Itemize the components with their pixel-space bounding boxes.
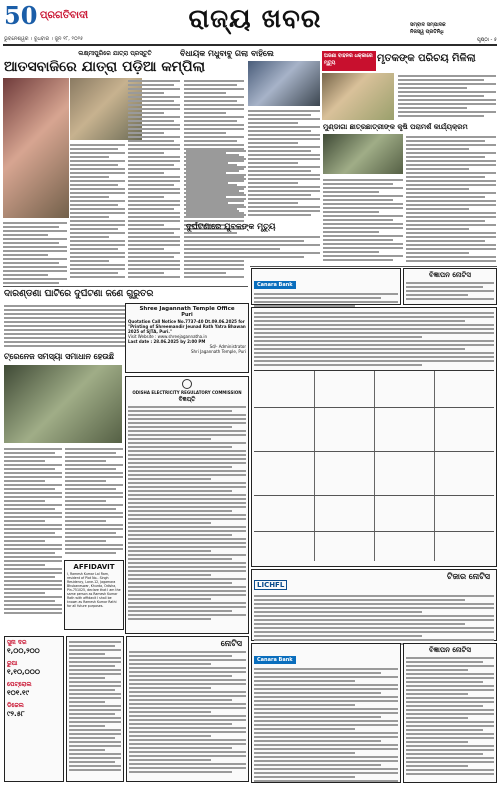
oerc-emblem-icon (182, 379, 192, 389)
story4-text-2 (323, 177, 403, 265)
section-title: ରାଜ୍ୟ ଖବର (188, 4, 322, 34)
ticker-label-4: ଡିଜେଲ (7, 702, 24, 709)
story2-text-b (186, 148, 246, 220)
story3-red-label (322, 51, 376, 71)
legal-notice-1 (251, 307, 497, 567)
story7-headline: ଟ୍ରେନେଜ ସମସ୍ୟା ସମାଧାନ ହେଉଛି (4, 352, 115, 361)
table-row-line-4 (254, 531, 494, 532)
temple-place: Puri (181, 312, 193, 318)
story4-headline: ମୁଣ୍ଡାଗା ଛାତ୍ରଛାତ୍ରୀଙ୍କ କୃଷି ପରାମର୍ଶ କାର୍ଯ୍ୟକ୍ରମ (323, 123, 468, 131)
ticker-value-3: ୧୦୧.୧୯ (7, 689, 30, 697)
ticker-value-4: ୯୨.୫୮ (7, 710, 25, 718)
legal-table (254, 370, 494, 560)
section-rule-1 (3, 286, 248, 287)
date-line: ଭୁବନେଶ୍ୱର । ବୁଧବାର । ଜୁନ ୧୮, ୨୦୨୫ (4, 36, 84, 42)
story4-photo (323, 134, 403, 174)
notice-box-1 (403, 268, 497, 305)
table-row-line-1 (254, 407, 494, 408)
ticker-label-2: ରୁପା (7, 660, 18, 667)
temple-body: Quotation Call Notice No.7737-40 Dt.09.06.2025 for "Printing of Shreemandir Jeunad Rath Yatra Bhawan 2025 of SJTA, Puri." (128, 319, 246, 334)
story3-headline: ମୃତକଙ୍କ ପରିଚୟ ମିଳିଲା (377, 53, 476, 64)
lic-logo: LICHFL (254, 580, 287, 590)
canara-notice-2 (251, 643, 401, 783)
table-row-line-3 (254, 495, 494, 496)
temple-sign1: Sd/- Administrator (209, 344, 246, 349)
canara-logo: Canara Bank (254, 281, 296, 289)
story2-headline: ବିଧାୟକ ମଧୁବାବୁ ଗଲା ବାହିଲେ (180, 49, 274, 58)
oerc-sub: ବିଜ୍ଞପ୍ତି (178, 396, 196, 403)
section-rule-2 (250, 266, 497, 267)
masthead-rule (3, 44, 497, 46)
market-ticker (4, 636, 64, 782)
notice-small-title: ନୋଟିସ (220, 639, 242, 648)
notice-title-3: ଟିଜାର ନୋଟିସ (447, 572, 490, 581)
small-notice-2-body (129, 649, 246, 777)
story3-text-1 (398, 73, 496, 119)
story2-text (248, 108, 320, 220)
logo-years: 50 (4, 1, 38, 30)
story2-photo (248, 61, 320, 106)
masthead (0, 0, 500, 50)
notice-1-body (406, 280, 494, 302)
ticker-value-1: ୧,୦୦,୨୦୦ (7, 647, 40, 655)
affidavit-box (64, 560, 124, 630)
notice-box-2 (403, 643, 497, 783)
story1-headline: ଆତସବାଜିରେ ଯାତ୍ରା ପଡ଼ିଆ କମ୍ପିଲା (4, 59, 206, 75)
story1-photo (3, 78, 69, 218)
story7-text-2 (65, 446, 123, 556)
lic-notice (251, 569, 497, 641)
table-divider-3 (434, 371, 435, 561)
temple-sign2: Shri Jagannath Temple, Puri (190, 349, 246, 354)
temple-notice (125, 303, 249, 373)
story1-kicker-text: ଲକ୍ଷ୍ମୀପୁରିରେ ଯାତ୍ରା ପ୍ରସ୍ତୁତି (78, 50, 152, 57)
oerc-notice (125, 376, 249, 634)
temple-visit: Visit Website : www.shreejagannatha.in (128, 334, 207, 339)
canara-notice-1 (251, 268, 401, 305)
notice-2-body (406, 655, 494, 780)
canara-logo-2: Canara Bank (254, 656, 296, 664)
story4-text-1 (406, 134, 496, 264)
affidavit-title: AFFIDAVIT (73, 563, 115, 571)
logo (4, 3, 104, 31)
story7-photo (4, 365, 122, 443)
small-notice-1 (66, 636, 124, 782)
notice-title-2: ବିଜ୍ଞାପନ ନୋଟିସ (429, 646, 471, 654)
story6-headline: ଦାରଣ୍ଡଣା ଘାଟିରେ ଦୁର୍ଘଟଣା ଜଣେ ଗୁରୁତର (4, 289, 154, 299)
ticker-value-2: ୧,୧୦,୦୦୦ (7, 668, 40, 676)
story7-text-1 (4, 446, 62, 616)
ticker-label-1: ସୁନା ଦର (7, 639, 27, 646)
story1-text-col0 (3, 220, 67, 285)
temple-title: Shree Jagannath Temple Office (139, 306, 235, 312)
small-notice-1-body (69, 639, 121, 779)
story5-headline: ଦୁର୍ଘଟଣାରେ ଯୁବକଙ୍କ ମୃତ୍ୟୁ (186, 222, 276, 231)
story3-photo (322, 73, 394, 120)
canara-notice-2-body (254, 666, 398, 786)
table-divider-1 (314, 371, 315, 561)
story1-text-col2 (128, 78, 180, 283)
table-row-line-2 (254, 451, 494, 452)
table-divider-2 (374, 371, 375, 561)
story3-red-text: ଅଜଣା ବାହନର ଧକ୍କାରେ ମୃତ୍ୟୁ (324, 53, 373, 66)
story5-text (186, 234, 320, 264)
page-number: ପୃଷ୍ଠା - ୫ (476, 37, 497, 43)
affidavit-body: I, Ramesh Kumar Lal Ram, resident of Plot No.- Singh Residency, Lane-12, Jagamara Bhubaneswar, Khurda, Odisha, Pin-751025, declare that I am the same person as Ramesh Kumar Rath with affidavit I shall be known as Ramesh Kumar Rathi for all future purposes. (67, 572, 121, 608)
lic-notice-body (254, 593, 494, 648)
notice-title-1: ବିଜ୍ଞାପନ ନୋଟିସ (429, 271, 471, 279)
temple-last: Last date : 28.06.2025 by 2:00 PM (128, 339, 206, 344)
oerc-body (128, 404, 246, 624)
small-notice-2 (126, 636, 249, 782)
story1-text-col1 (70, 142, 125, 282)
paper-name: ପ୍ରଗତିବାଦୀ (40, 10, 89, 21)
legal-notice-1-body (254, 310, 494, 370)
ticker-label-3: ପେଟ୍ରୋଲ (7, 681, 32, 688)
right-top-line1: ସମ୍ବାଦ ସମ୍ପାଦକ (410, 22, 446, 28)
right-top-line2: ନିଜସ୍ୱ ପ୍ରତିନିଧି (410, 29, 444, 35)
oerc-title: ODISHA ELECTRICITY REGULATORY COMMISSION (132, 390, 242, 395)
